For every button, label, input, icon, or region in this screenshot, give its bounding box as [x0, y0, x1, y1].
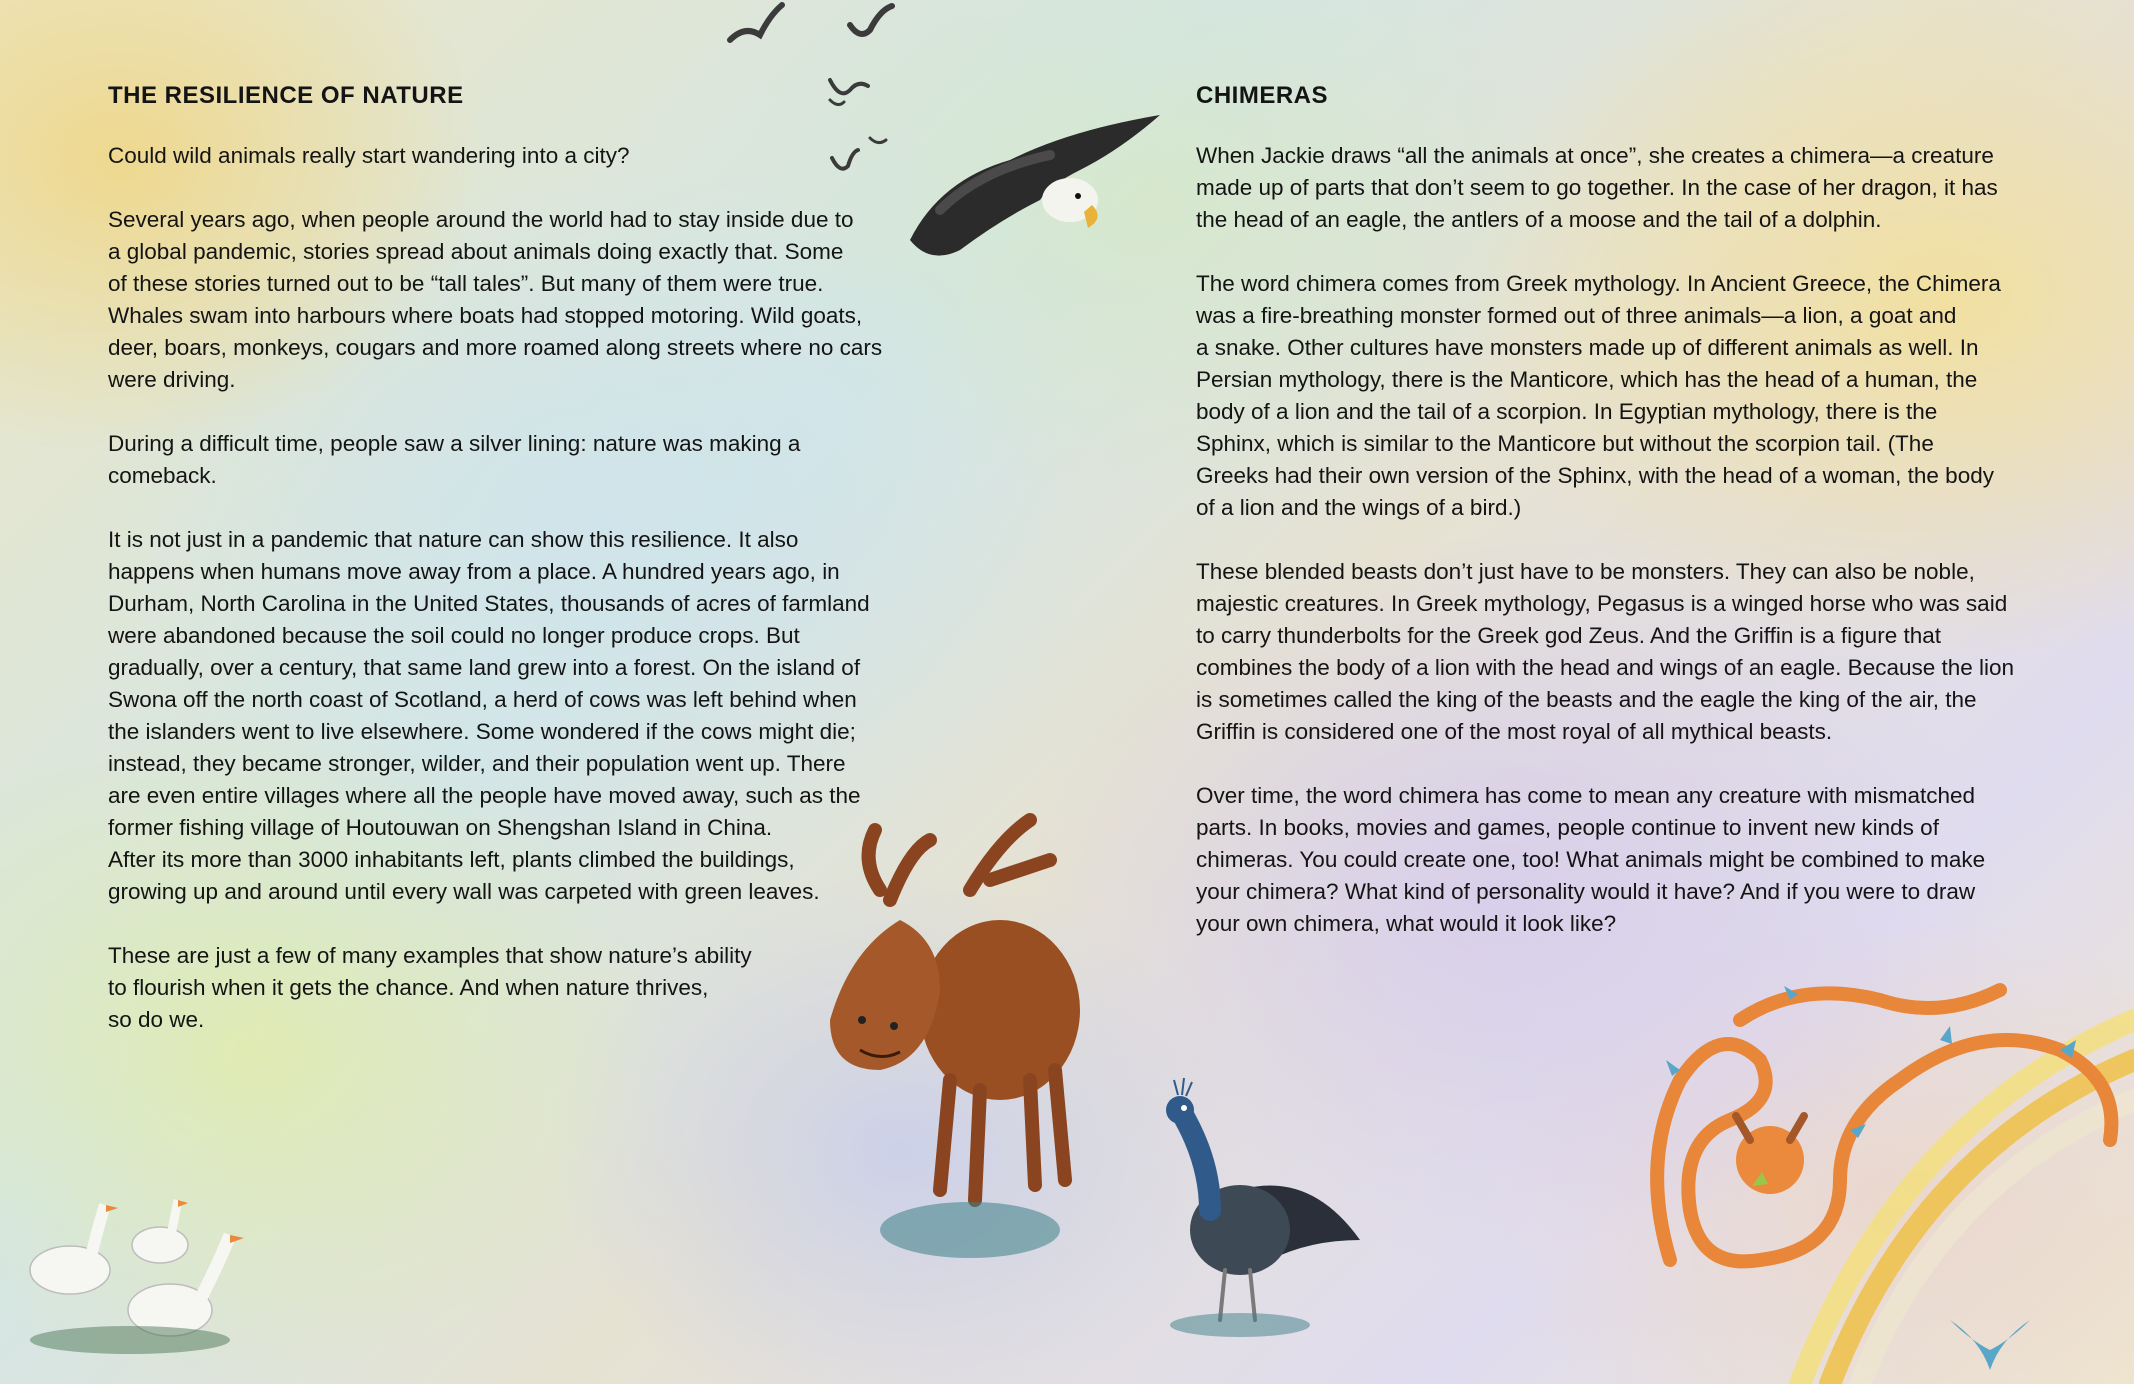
section-heading-chimeras: CHIMERAS	[1196, 82, 1329, 109]
left-page	[108, 80, 888, 1068]
moose-icon	[820, 800, 1120, 1300]
dolphin-tail-icon	[1940, 1300, 2040, 1384]
paragraph: Over time, the word chimera has come to mean any creature with mismatched parts. In books, movies and games, people continue to invent new kinds of chimeras. You could create one, too! What animals might be combined to make your chimera? What kind of personality would it have? And if you were to draw your own chimera, what would it look like?	[1196, 783, 1986, 936]
birds-icon	[720, 0, 920, 190]
geese-icon	[20, 1190, 260, 1360]
peacock-icon	[1150, 1070, 1370, 1340]
section-heading-resilience: THE RESILIENCE OF NATURE	[108, 82, 464, 109]
paragraph: These are just a few of many examples that show nature’s ability to flourish when it gets the chance. And when nature thrives, so do we.	[108, 943, 752, 1032]
dragon-icon	[1640, 960, 2134, 1300]
paragraph: Could wild animals really start wandering into a city?	[108, 143, 630, 168]
paragraph: It is not just in a pandemic that nature can show this resilience. It also happens when humans move away from a place. A hundred years ago, in Durham, North Carolina in the United States, thousands of acres of farmland were abandoned because the soil could no longer produce crops. But gradually, over a century, that same land grew into a forest. On the island of Swona off the north coast of Scotland, a herd of cows was left behind when the islanders went to live elsewhere. Some wondered if the cows might die; instead, they became stronger, wilder, and their population went up. There are even entire villages where all the people have moved away, such as the former fishing village of Houtouwan on Shengshan Island in China. After its more than 3000 inhabitants left, plants climbed the buildings, growing up and around until every wall was carpeted with green leaves.	[108, 527, 870, 904]
eagle-icon	[900, 100, 1170, 270]
right-page	[1196, 80, 2026, 972]
paragraph: Several years ago, when people around the world had to stay inside due to a global pandemic, stories spread about animals doing exactly that. Some of these stories turned out to be “tall tales”. But many of them were true. Whales swam into harbours where boats had stopped motoring. Wild goats, deer, boars, monkeys, cougars and more roamed along streets where no cars were driving.	[108, 207, 883, 392]
paragraph: The word chimera comes from Greek mythology. In Ancient Greece, the Chimera was a fire-breathing monster formed out of three animals—a lion, a goat and a snake. Other cultures have monsters made up of different animals as well. In Persian mythology, there is the Manticore, which has the head of a human, the body of a lion and the tail of a scorpion. In Egyptian mythology, there is the Sphinx, which is similar to the Manticore but without the scorpion tail. (The Greeks had their own version of the Sphinx, with the head of a woman, the body of a lion and the wings of a bird.)	[1196, 271, 2001, 520]
paragraph: During a difficult time, people saw a silver lining: nature was making a comeback.	[108, 431, 801, 488]
paragraph: These blended beasts don’t just have to be monsters. They can also be noble, majestic creatures. In Greek mythology, Pegasus is a winged horse who was said to carry thunderbolts for the Greek god Zeus. And the Griffin is a figure that combines the body of a lion with the head and wings of an eagle. Because the lion is sometimes called the king of the beasts and the eagle the king of the air, the Griffin is considered one of the most royal of all mythical beasts.	[1196, 559, 2015, 744]
paragraph: When Jackie draws “all the animals at once”, she creates a chimera—a creature made up of parts that don’t seem to go together. In the case of her dragon, it has the head of an eagle, the antlers of a moose and the tail of a dolphin.	[1196, 143, 1998, 232]
